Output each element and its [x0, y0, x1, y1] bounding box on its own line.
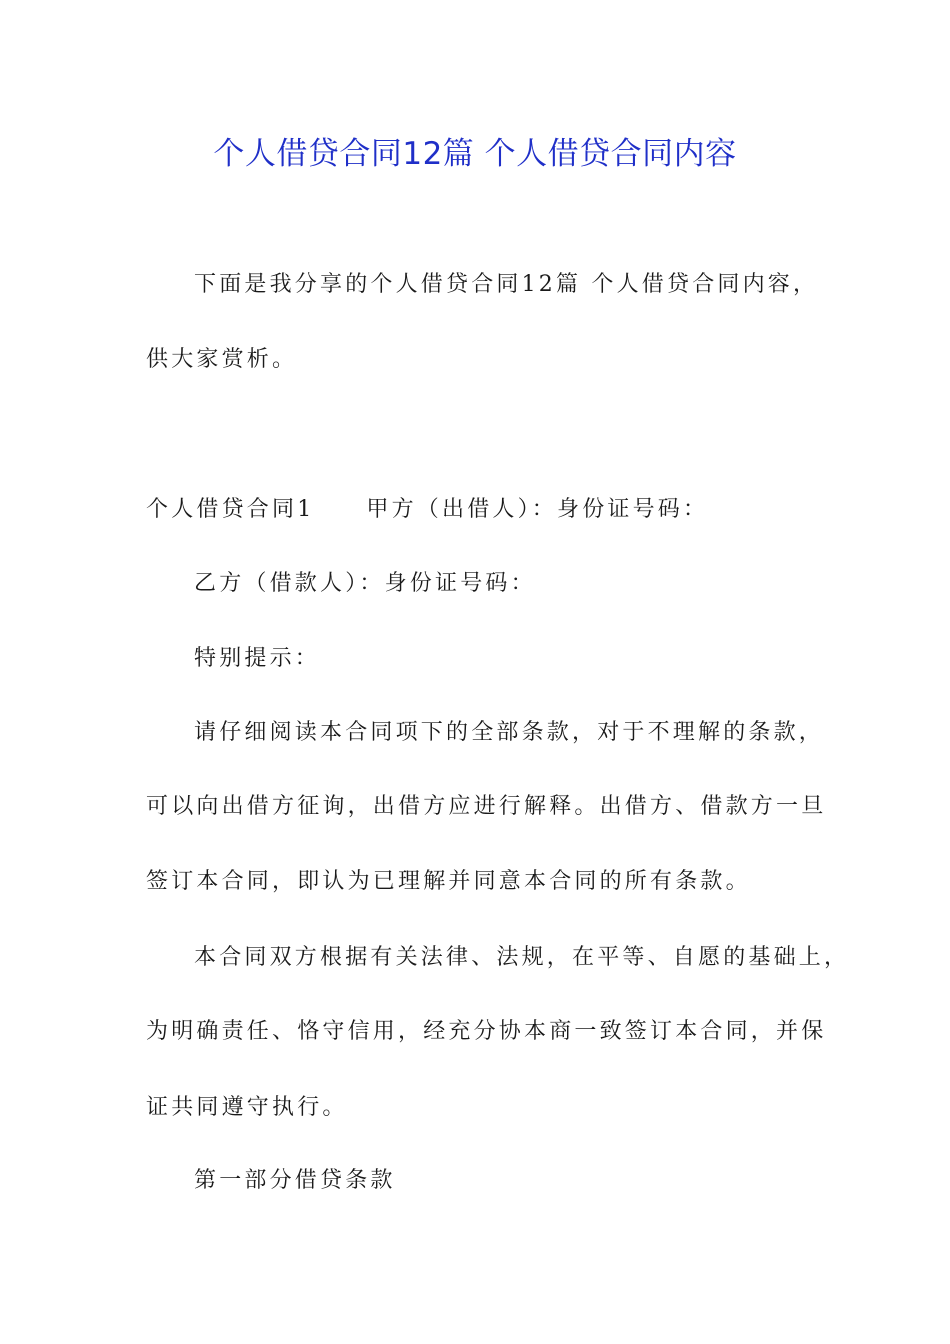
notice-line-3: 签订本合同，即认为已理解并同意本合同的所有条款。: [146, 869, 751, 894]
part-one-heading: 第一部分借贷条款: [194, 1168, 396, 1193]
party-a-line: 甲方（出借人）：身份证号码：: [366, 497, 709, 522]
intro-line-2: 供大家赏析。: [146, 347, 298, 372]
notice-label: 特别提示：: [194, 646, 321, 671]
agreement-line-1: 本合同双方根据有关法律、法规，在平等、自愿的基础上，: [194, 945, 850, 970]
intro-line-1: 下面是我分享的个人借贷合同12篇 个人借贷合同内容，: [194, 272, 819, 297]
section-heading: 个人借贷合同1: [146, 497, 315, 522]
notice-line-2: 可以向出借方征询，出借方应进行解释。出借方、借款方一旦: [146, 794, 827, 819]
party-b-line: 乙方（借款人）：身份证号码：: [194, 571, 536, 596]
section-heading-row: [146, 492, 708, 528]
document-title: 个人借贷合同12篇 个人借贷合同内容: [213, 136, 737, 172]
agreement-line-3: 证共同遵守执行。: [146, 1095, 348, 1120]
notice-line-1: 请仔细阅读本合同项下的全部条款，对于不理解的条款，: [194, 720, 825, 745]
agreement-line-2: 为明确责任、恪守信用，经充分协本商一致签订本合同，并保: [146, 1019, 827, 1044]
